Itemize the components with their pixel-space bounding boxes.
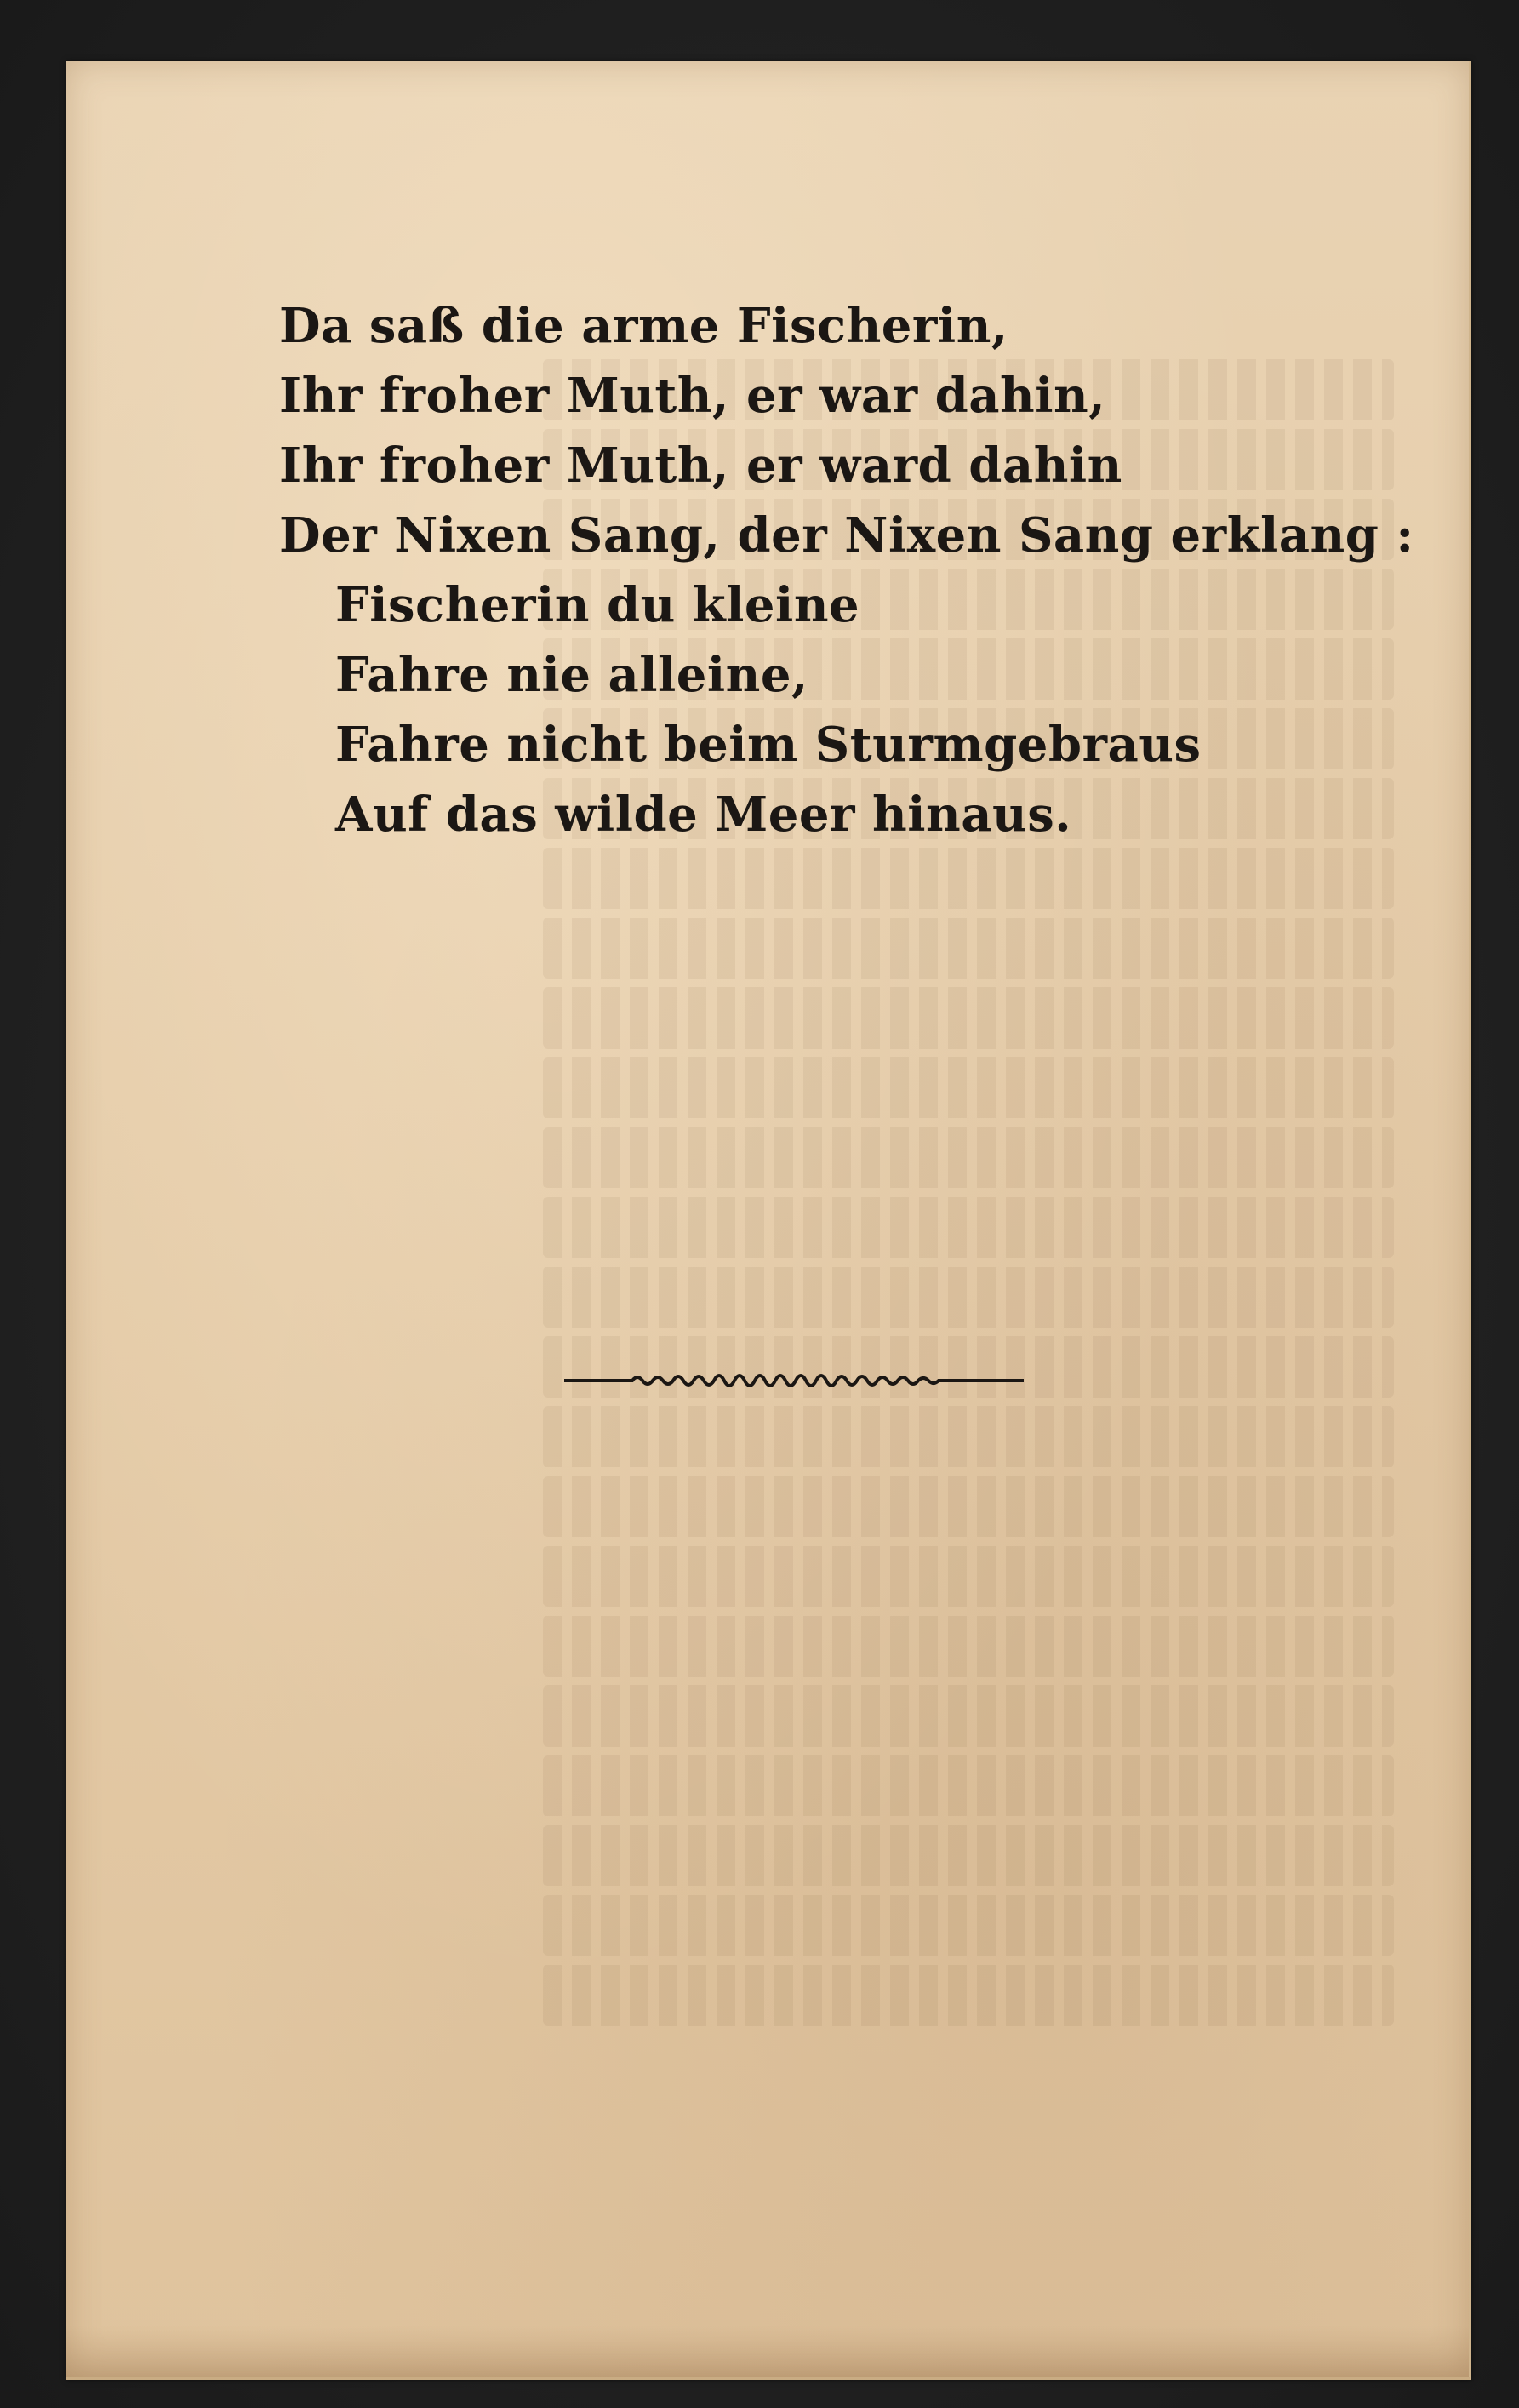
wavy-rule-ornament — [564, 1364, 1024, 1398]
paper-page — [66, 61, 1471, 2380]
poem-refrain-line: Fahre nicht beim Sturmgebraus — [335, 717, 1202, 773]
poem-line: Da saß die arme Fischerin, — [279, 298, 1008, 354]
poem-stanza — [279, 291, 1470, 849]
poem-line: Ihr froher Muth, er ward dahin — [279, 438, 1122, 494]
poem-refrain-line: Auf das wilde Meer hinaus. — [335, 786, 1072, 843]
poem-refrain-line: Fahre nie alleine, — [335, 647, 809, 703]
poem-refrain-line: Fischerin du kleine — [335, 577, 860, 633]
poem-line: Der Nixen Sang, der Nixen Sang erklang : — [279, 507, 1414, 563]
poem-line: Ihr froher Muth, er war dahin, — [279, 368, 1106, 424]
